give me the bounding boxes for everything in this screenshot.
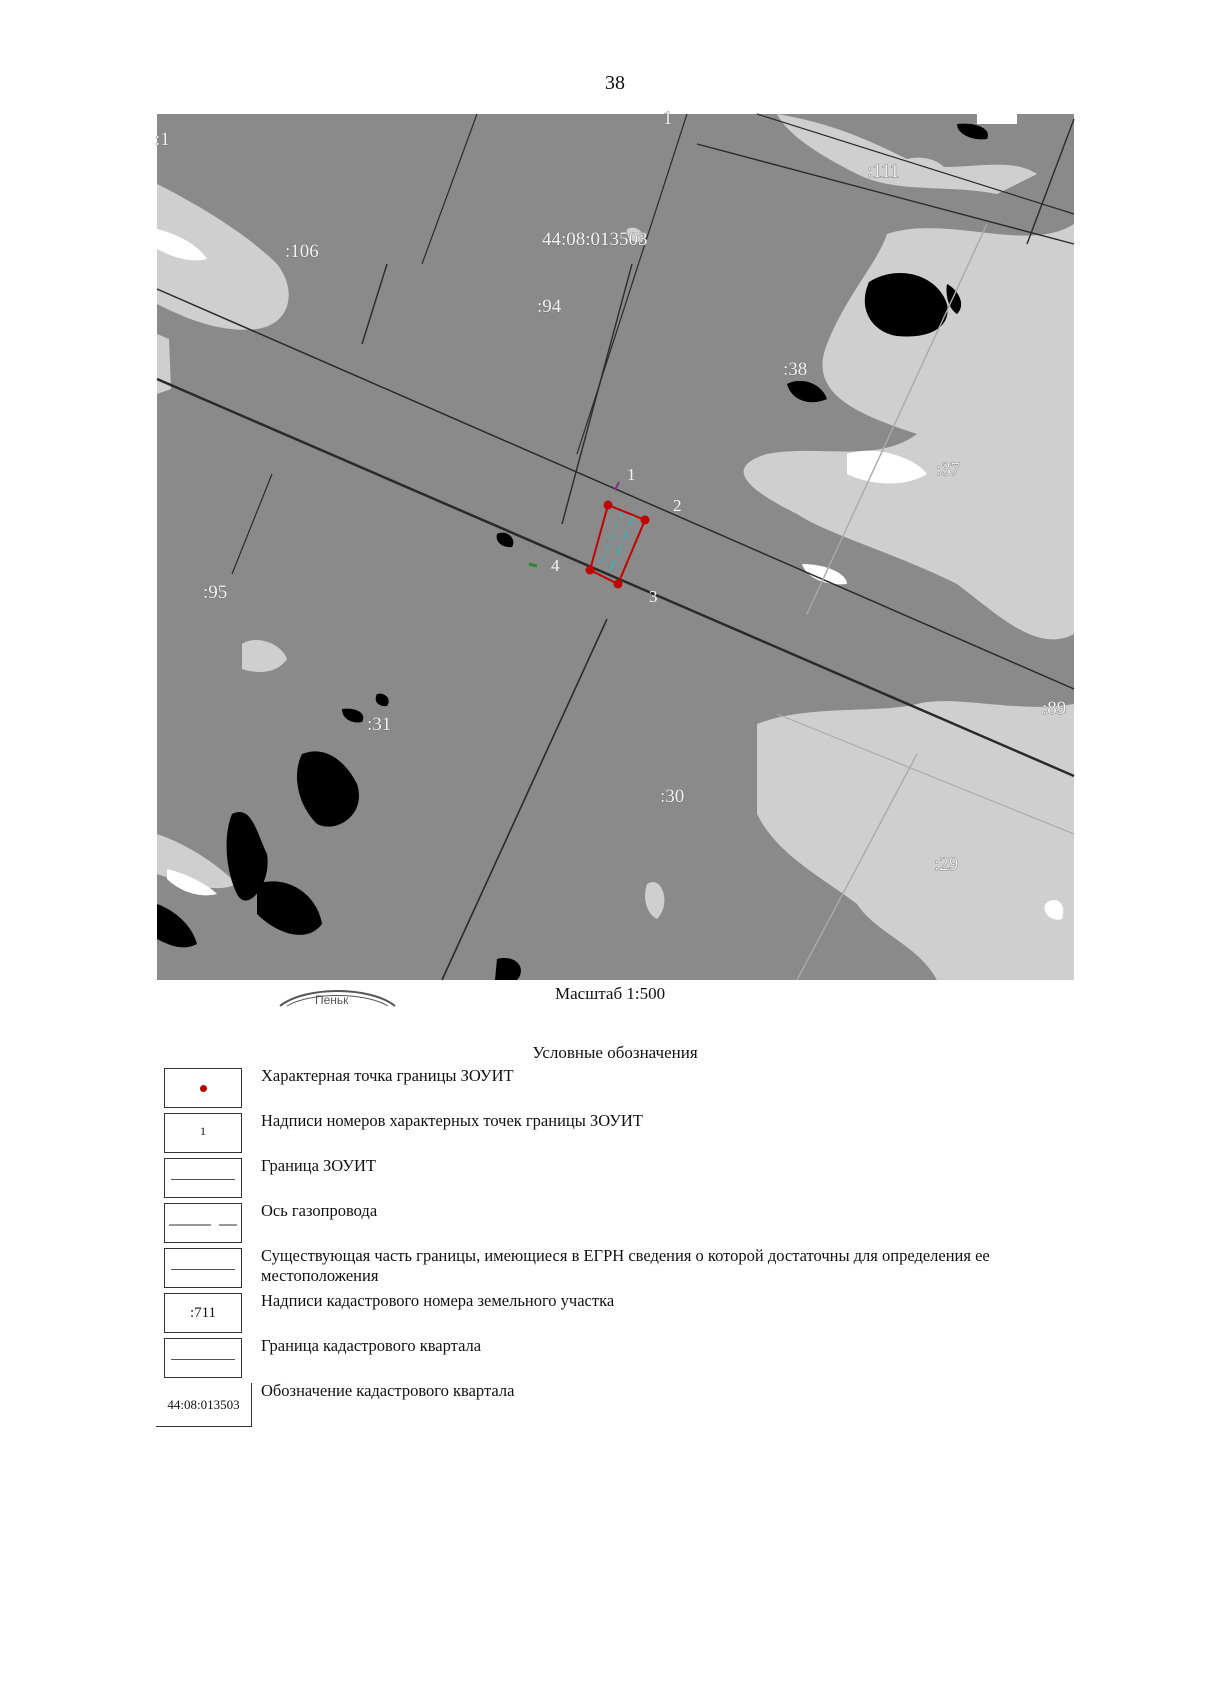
stamp bbox=[275, 984, 400, 1006]
parcel-label-95: :95 bbox=[203, 582, 228, 603]
solid-line-icon bbox=[171, 1359, 235, 1360]
legend-symbol-number bbox=[164, 1113, 242, 1153]
point-label-4: 4 bbox=[551, 556, 560, 575]
legend-symbol-quarter bbox=[156, 1383, 252, 1427]
parcel-label-30: :30 bbox=[660, 786, 685, 807]
legend-text: Надписи номеров характерных точек границы ЗОУИТ bbox=[261, 1111, 643, 1130]
white-area-top bbox=[977, 114, 1017, 124]
point-label-1: 1 bbox=[627, 465, 636, 484]
legend-symbol-line bbox=[164, 1338, 242, 1378]
solid-line-icon bbox=[171, 1179, 235, 1180]
solid-line-icon bbox=[171, 1269, 235, 1270]
legend-text: Обозначение кадастрового квартала bbox=[261, 1381, 515, 1400]
map-scale: Масштаб 1:500 bbox=[555, 984, 666, 1003]
legend-text: Существующая часть границы, имеющиеся в ЕГРН сведения о которой достаточны для определения ее местоположения bbox=[261, 1246, 990, 1285]
quarter-label: 44:08:013503 bbox=[542, 229, 648, 250]
legend-text: Граница ЗОУИТ bbox=[261, 1156, 376, 1175]
legend-symbol-point bbox=[164, 1068, 242, 1108]
north-marker bbox=[529, 564, 537, 566]
dash-line-icon-2 bbox=[219, 1224, 237, 1226]
legend-text: Ось газопровода bbox=[261, 1201, 378, 1220]
parcel-number-sample: :711 bbox=[189, 1305, 217, 1321]
cadastral-map[interactable] bbox=[155, 108, 1074, 980]
zouit-point-1 bbox=[604, 501, 613, 510]
edge-fragment-left: :1 bbox=[155, 129, 170, 150]
stamp-text: Пеньк bbox=[315, 993, 349, 1007]
legend-text: Характерная точка границы ЗОУИТ bbox=[261, 1066, 514, 1085]
edge-fragment-top: 1 bbox=[663, 108, 673, 129]
legend-symbol-line bbox=[164, 1158, 242, 1198]
zouit-point-4 bbox=[586, 566, 595, 575]
parcel-label-31: :31 bbox=[367, 714, 392, 735]
point-dot-icon bbox=[200, 1085, 207, 1092]
zouit-point-2 bbox=[641, 516, 650, 525]
parcel-label-106: :106 bbox=[285, 241, 319, 262]
legend-title: Условные обозначения bbox=[532, 1043, 698, 1062]
map-canvas[interactable] bbox=[155, 108, 1074, 980]
parcel-label-29: :29 bbox=[934, 854, 959, 875]
quarter-label-sample: 44:08:013503 bbox=[167, 1397, 240, 1412]
parcel-label-89: :89 bbox=[1042, 698, 1067, 719]
zouit-point-3 bbox=[614, 580, 623, 589]
parcel-label-38: :38 bbox=[783, 359, 808, 380]
page-number: 38 bbox=[605, 72, 625, 94]
legend-symbol-dash bbox=[164, 1203, 242, 1243]
parcel-label-94: :94 bbox=[537, 296, 562, 317]
point-label-2: 2 bbox=[673, 496, 682, 515]
point-number-sample: 1 bbox=[200, 1124, 206, 1138]
parcel-label-111: :111 bbox=[867, 161, 900, 182]
dash-line-icon bbox=[169, 1224, 211, 1226]
parcel-label-37: :37 bbox=[936, 459, 961, 480]
legend-symbol-parcel-number bbox=[164, 1293, 242, 1333]
legend-symbol-line bbox=[164, 1248, 242, 1288]
legend-text: Граница кадастрового квартала bbox=[261, 1336, 482, 1355]
point-label-3: 3 bbox=[649, 587, 658, 606]
legend-text: Надписи кадастрового номера земельного участка bbox=[261, 1291, 615, 1310]
